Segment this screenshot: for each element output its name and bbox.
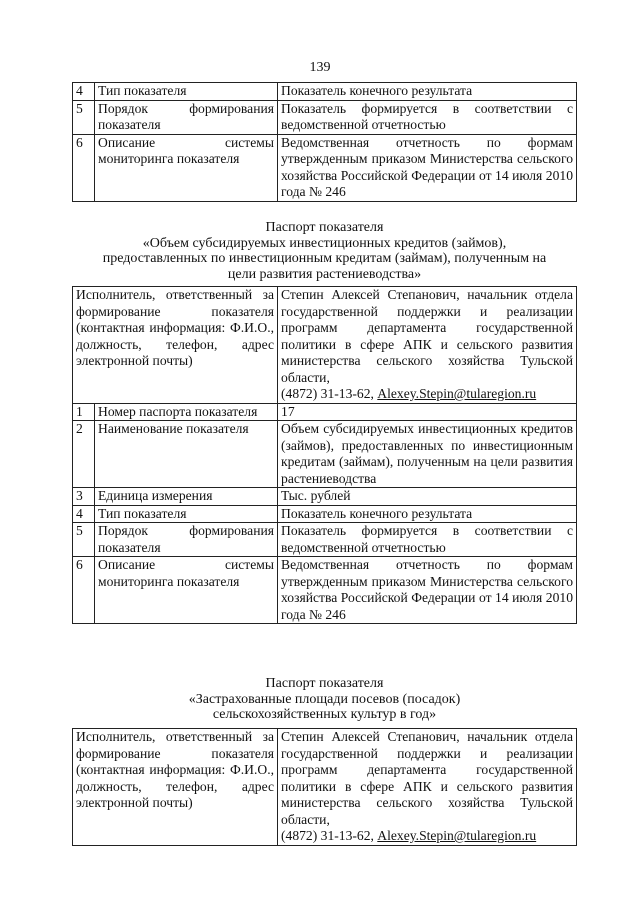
- passport-table-continued: [72, 82, 577, 202]
- passport-table: [72, 286, 577, 624]
- row-value: Ведомственная отчетность по формам утвержденным приказом Министерства сельского хозяйства Российской Федерации от 14 июля 2010 года № 246: [278, 557, 577, 624]
- table-row: [73, 557, 577, 624]
- row-number: 1: [73, 403, 95, 421]
- executor-label: Исполнитель, ответственный за формирование показателя (контактная информация: Ф.И.О., должность, телефон, адрес электронной почты): [73, 729, 278, 846]
- table-row: [73, 421, 577, 488]
- row-label: Порядок формирования показателя: [95, 523, 278, 557]
- executor-value: [278, 287, 577, 404]
- passport-heading: [72, 220, 577, 282]
- heading-line: сельскохозяйственных культур в год»: [212, 707, 437, 722]
- row-number: 2: [73, 421, 95, 488]
- heading-line: цели развития растениеводства»: [227, 266, 422, 282]
- executor-email-link[interactable]: Alexey.Stepin@tularegion.ru: [377, 828, 537, 843]
- executor-email-link[interactable]: Alexey.Stepin@tularegion.ru: [377, 386, 537, 401]
- table-row: [73, 83, 577, 101]
- row-value: Объем субсидируемых инвестиционных кредитов (займов), предоставленных по инвестиционным кредитам (займам), полученным на цели развития растениеводства: [278, 421, 577, 488]
- heading-line: «Объем субсидируемых инвестиционных кредитов (займов),: [142, 235, 507, 251]
- heading-line: Паспорт показателя: [265, 676, 384, 691]
- row-value: Ведомственная отчетность по формам утвержденным приказом Министерства сельского хозяйства Российской Федерации от 14 июля 2010 года № 246: [278, 134, 577, 201]
- heading-line: «Застрахованные площади посевов (посадок): [188, 691, 461, 707]
- executor-value: [278, 729, 577, 846]
- row-number: 4: [73, 505, 95, 523]
- table-row: [73, 488, 577, 506]
- row-value: Показатель конечного результата: [278, 83, 577, 101]
- executor-details: Степин Алексей Степанович, начальник отдела государственной поддержки и реализации программ департамента государственной политики в сфере АПК и сельского развития министерства сельского хозяйства Тульской области,: [281, 729, 573, 827]
- row-label: Описание системы мониторинга показателя: [95, 557, 278, 624]
- row-number: 4: [73, 83, 95, 101]
- table-row: [73, 505, 577, 523]
- passport-table: [72, 728, 577, 846]
- row-value: Показатель формируется в соответствии с ведомственной отчетностью: [278, 100, 577, 134]
- table-row: [73, 403, 577, 421]
- row-value: 17: [278, 403, 577, 421]
- row-label: Тип показателя: [95, 83, 278, 101]
- row-value: Тыс. рублей: [278, 488, 577, 506]
- row-number: 5: [73, 523, 95, 557]
- heading-line: Паспорт показателя: [265, 220, 384, 235]
- row-value: Показатель формируется в соответствии с ведомственной отчетностью: [278, 523, 577, 557]
- passport-heading: [72, 676, 577, 723]
- heading-line: предоставленных по инвестиционным кредитам (займам), полученным на: [102, 251, 547, 266]
- row-number: 6: [73, 557, 95, 624]
- row-label: Описание системы мониторинга показателя: [95, 134, 278, 201]
- executor-details: Степин Алексей Степанович, начальник отдела государственной поддержки и реализации программ департамента государственной политики в сфере АПК и сельского развития министерства сельского хозяйства Тульской области,: [281, 287, 573, 385]
- executor-row: [73, 287, 577, 404]
- row-label: Порядок формирования показателя: [95, 100, 278, 134]
- executor-row: [73, 729, 577, 846]
- row-label: Номер паспорта показателя: [95, 403, 278, 421]
- row-number: 6: [73, 134, 95, 201]
- row-label: Наименование показателя: [95, 421, 278, 488]
- row-label: Тип показателя: [95, 505, 278, 523]
- table-row: [73, 100, 577, 134]
- row-number: 5: [73, 100, 95, 134]
- row-value: Показатель конечного результата: [278, 505, 577, 523]
- executor-phone: (4872) 31-13-62,: [281, 828, 374, 843]
- executor-label: Исполнитель, ответственный за формирование показателя (контактная информация: Ф.И.О., должность, телефон, адрес электронной почты): [73, 287, 278, 404]
- page-number: 139: [309, 60, 331, 75]
- table-row: [73, 134, 577, 201]
- row-number: 3: [73, 488, 95, 506]
- row-label: Единица измерения: [95, 488, 278, 506]
- executor-phone: (4872) 31-13-62,: [281, 386, 374, 401]
- table-row: [73, 523, 577, 557]
